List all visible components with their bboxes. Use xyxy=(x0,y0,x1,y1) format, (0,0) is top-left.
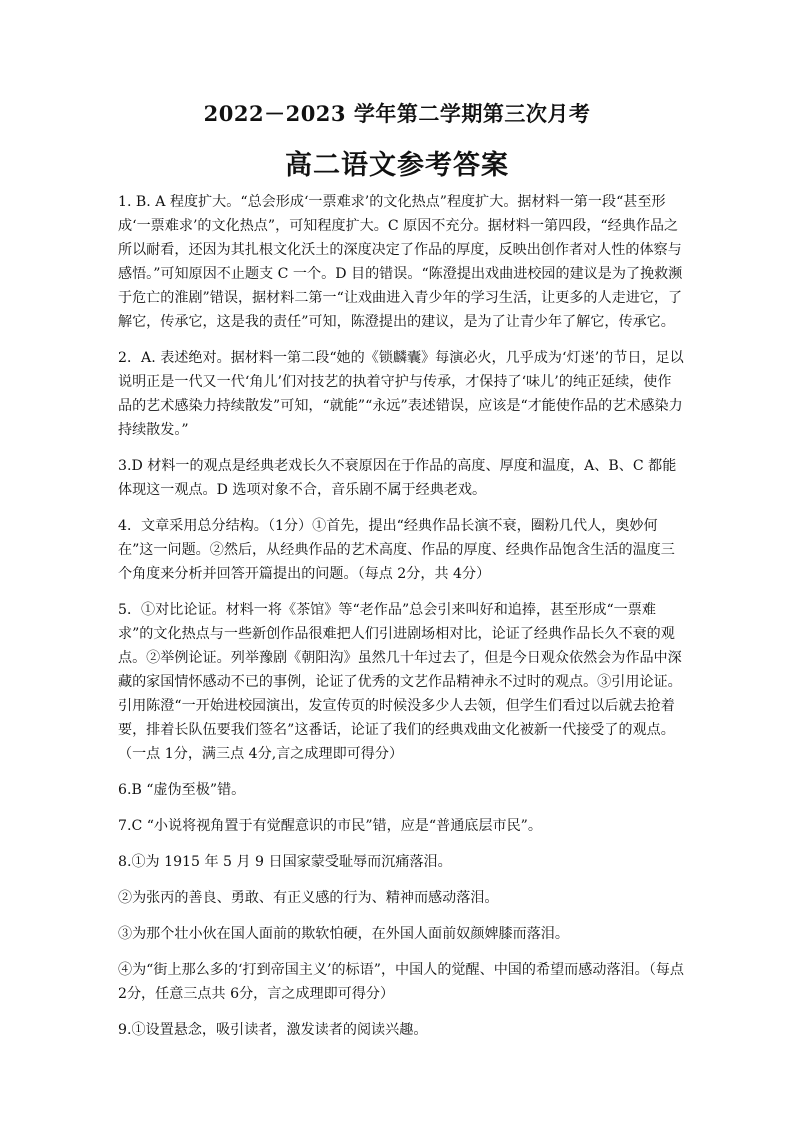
exam-title: 2022－2023 学年第二学期第三次月考 xyxy=(203,101,591,126)
answer-5: 5．①对比论证。材料一将《茶馆》等“老作品”总会引来叫好和追捧，甚至形成“一票难求”的文化热点与一些新创作品很难把人们引进剧场相对比，论证了经典作品长久不衰的观点。②举例论证。列举豫剧《朝阳沟》虽然几十年过去了，但是今日观众依然会为作品中深藏的家国情怀感动不已的事例，论证了优秀的文艺作品精神永不过时的观点。③引用论证。引用陈澄“一开始进校园演出，发宣传页的时候没多少人去领，但学生们看过以后就去抢着要，排着长队伍要我们签名”这番话，论证了我们的经典戏曲文化被新一代接受了的观点。（一点 1分，满三点 4分,言之成理即可得分） xyxy=(118,602,682,762)
answer-2: 2．A. 表述绝对。据材料一第二段“她的《锁麟囊》每演必火，几乎成为‘灯迷’的节日，足以说明正是一代又一代‘角儿’们对技艺的执着守护与传承，才保持了‘味儿’的纯正延续，使作品的艺术感染力持续散发”可知，“就能”“永远”表述错误，应该是“才能使作品的艺术感染力持续散发。” xyxy=(118,350,684,438)
answer-3: 3.D 材料一的观点是经典老戏长久不衰原因在于作品的高度、厚度和温度，A、B、C 都能体现这一观点。D 选项对象不合，音乐剧不属于经典老戏。 xyxy=(118,458,677,498)
answer-7: 7.C “小说将视角置于有觉醒意识的市民”错，应是“普通底层市民”。 xyxy=(118,818,542,834)
answer-6: 6.B “虚伪至极”错。 xyxy=(118,782,246,798)
answer-8-point-4: ④为“街上那么多的‘打到帝国主义’的标语”，中国人的觉醒、中国的希望而感动落泪。（每点 2分，任意三点共 6分，言之成理即可得分） xyxy=(118,962,684,1002)
answer-8-point-2: ②为张丙的善良、勇敢、有正义感的行为、精神而感动落泪。 xyxy=(118,890,499,906)
answer-1: 1. B. A 程度扩大。“总会形成‘一票难求’的文化热点”程度扩大。据材料一第一段“甚至形成‘一票难求’的文化热点”，可知程度扩大。C 原因不充分。据材料一第四段，“经典作品之所以耐看，还因为其扎根文化沃土的深度决定了作品的厚度，反映出创作者对人性的体察与感悟。”可知原因不止题支 C 一个。D 目的错误。“陈澄提出戏曲进校园的建议是为了挽救濒于危亡的淮剧”错误，据材料二第一“让戏曲进入青少年的学习生活，让更多的人走进它，了解它，传承它，这是我的责任”可知，陈澄提出的建议，是为了让青少年了解它，传承它。 xyxy=(118,194,683,330)
answer-list xyxy=(118,190,684,1054)
answer-4: 4．文章采用总分结构。（1分）①首先，提出“经典作品长演不衰，圈粉几代人，奥妙何在”这一问题。②然后，从经典作品的艺术高度、作品的厚度、经典作品饱含生活的温度三个角度来分析并回答开篇提出的问题。（每点 2分，共 4分） xyxy=(118,518,675,582)
answer-8-point-3: ③为那个壮小伙在国人面前的欺软怕硬，在外国人面前奴颜婢膝而落泪。 xyxy=(118,926,569,942)
page-title: 高二语文参考答案 xyxy=(285,150,509,181)
answer-9-point-1: 9.①设置悬念，吸引读者，激发读者的阅读兴趣。 xyxy=(118,1022,428,1038)
answer-8-point-1: 8.①为 1915 年 5 月 9 日国家蒙受耻辱而沉痛落泪。 xyxy=(118,854,452,870)
